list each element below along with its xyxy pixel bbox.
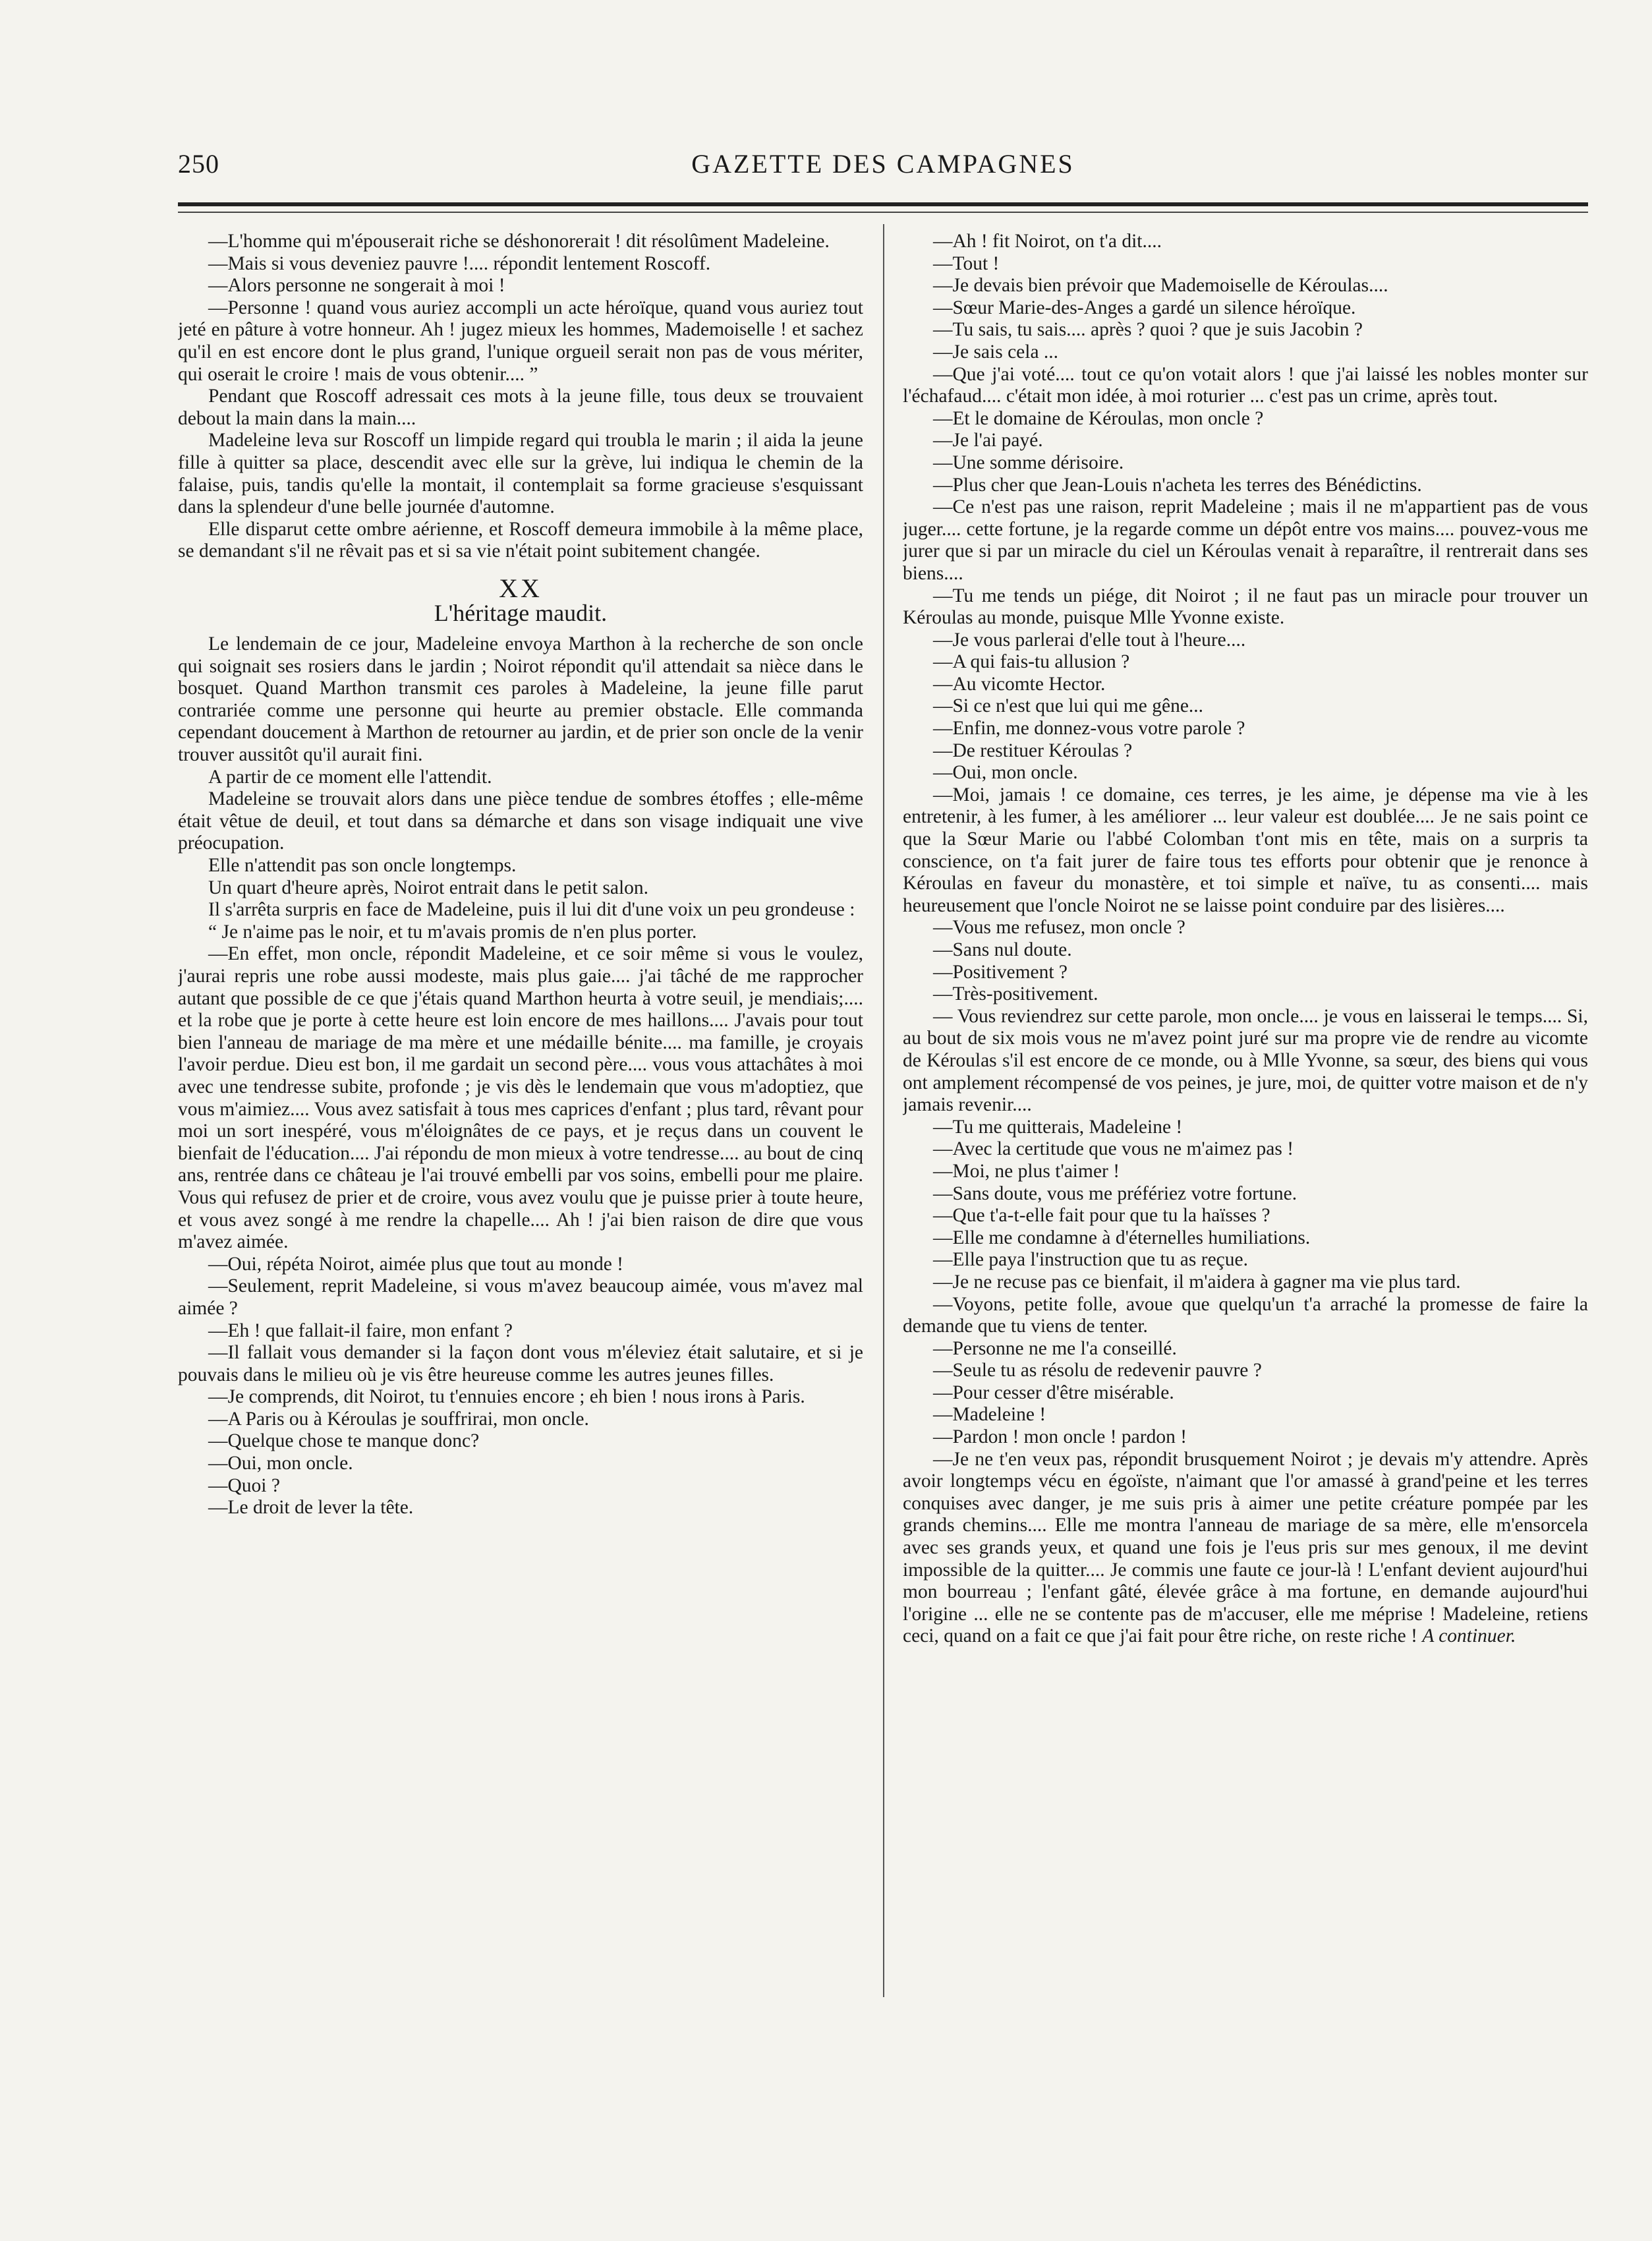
paragraph: Madeleine se trouvait alors dans une pièce tendue de sombres étoffes ; elle-même était vêtue de deuil, et tout dans sa démarche et dans son visage indiquait une vive préocupation. (178, 788, 863, 854)
paragraph: —Moi, jamais ! ce domaine, ces terres, je les aime, je dépense ma vie à les entretenir, à les fumer, à les améliorer ... leur valeur est doublée.... Je ne sais point ce que la Sœur Marie ou l'abbé Colomban t'ont mis en tête, mais on a surpris ta conscience, on t'a fait jurer de faire tous tes efforts pour obtenir que je renonce à Kéroulas en faveur du monastère, et toi simple et naïve, tu as consenti.... mais heureusement que l'oncle Noirot ne se laisse point conduire par des lisières.... (903, 784, 1588, 916)
paragraph: —Je comprends, dit Noirot, tu t'ennuies encore ; eh bien ! nous irons à Paris. (208, 1386, 805, 1408)
paragraph: —Oui, répéta Noirot, aimée plus que tout au monde ! (208, 1253, 623, 1275)
paragraph: —Madeleine ! (933, 1404, 1046, 1426)
left-column-text-before (178, 231, 863, 563)
paragraph: Pendant que Roscoff adressait ces mots à la jeune fille, tous deux se trouvaient debout la main dans la main.... (178, 386, 863, 429)
paragraph: —A Paris ou à Kéroulas je souffrirai, mon oncle. (208, 1408, 589, 1430)
paragraph: —Je sais cela ... (933, 341, 1059, 363)
paragraph: —Au vicomte Hector. (933, 673, 1106, 695)
paragraph: —Tout ! (933, 252, 1000, 274)
paragraph: —Et le domaine de Kéroulas, mon oncle ? (933, 407, 1264, 429)
paragraph: —Ce n'est pas une raison, reprit Madeleine ; mais il ne m'appartient pas de vous juger.... cette fortune, je la regarde comme un dépôt entre vos mains.... pouvez-vous me jurer que si par un miracle du ciel un Kéroulas venait à reparaître, il rentrerait dans ses biens.... (903, 496, 1588, 584)
right-column (903, 231, 1588, 2089)
paragraph: Madeleine leva sur Roscoff un limpide regard qui troubla le marin ; il aida la jeune fille à quitter sa place, descendit avec elle sur la grève, lui indiqua le chemin de la falaise, puis, tandis qu'elle la montait, il contemplait sa forme gracieuse s'esquissant dans la splendeur d'une belle journée d'automne. (178, 430, 863, 518)
paragraph: —Personne ! quand vous auriez accompli un acte héroïque, quand vous auriez tout jeté en pâture à votre honneur. Ah ! jugez mieux les hommes, Mademoiselle ! et sachez qu'il en est encore dont le plus grand, l'unique orgueil serait non pas de vous mériter, qui oserait le croire ! mais de vous obtenir.... ” (178, 297, 863, 385)
to-be-continued: A continuer. (1422, 1625, 1516, 1647)
paragraph: —A qui fais-tu allusion ? (933, 651, 1130, 673)
paragraph: —Tu sais, tu sais.... après ? quoi ? que je suis Jacobin ? (933, 319, 1363, 341)
paragraph: —Alors personne ne songerait à moi ! (208, 275, 505, 297)
journal-title: GAZETTE DES CAMPAGNES (691, 149, 1075, 179)
paragraph: Le lendemain de ce jour, Madeleine envoya Marthon à la recherche de son oncle qui soignait ses rosiers dans le jardin ; Noirot répondit qu'il attendait sa nièce dans le bosquet. Quand Marthon transmit ces paroles à Madeleine, la jeune fille parut contrariée comme une personne qui heurte au premier obstacle. Elle commanda cependant doucement à Marthon de retourner au jardin, et de prier son oncle de la venir trouver aussitôt qu'il aurait fini. (178, 633, 863, 766)
right-column-text (903, 231, 1588, 1648)
paragraph: —L'homme qui m'épouserait riche se déshonorerait ! dit résolûment Madeleine. (208, 231, 830, 252)
page-number: 250 (178, 149, 219, 179)
paragraph: —Enfin, me donnez-vous votre parole ? (933, 718, 1245, 740)
paragraph: —Mais si vous deveniez pauvre !.... répondit lentement Roscoff. (208, 252, 711, 274)
paragraph: —Sans doute, vous me préfériez votre fortune. (933, 1182, 1297, 1204)
paragraph: —Une somme dérisoire. (933, 451, 1124, 473)
chapter-title: L'héritage maudit. (434, 599, 608, 626)
paragraph: —Personne ne me l'a conseillé. (933, 1337, 1177, 1359)
paragraph: —Quoi ? (208, 1474, 280, 1496)
paragraph: —Je ne t'en veux pas, répondit brusquement Noirot ; je devais m'y attendre. Après avoir longtemps vécu en égoïste, n'aimant que l'or amassé à grand'peine et les terres conquises avec danger, je me suis pris à aimer une petite créature pompée par les grands chemins.... Elle me montra l'anneau de mariage de sa mère, elle m'ensorcela avec ses grands yeux, et quand une fois je l'eus pris sur mes genoux, il me devint impossible de la quitter.... Je commis une faute ce jour-là ! L'enfant devient aujourd'hui mon bourreau ; l'enfant gâté, élevée grâce à ma fortune, en demande aujourd'hui l'origine ... elle ne se contente pas de m'accuser, elle me méprise ! Madeleine, retiens ceci, quand on a fait ce que j'ai fait pour être riche, on reste riche ! A continuer. (903, 1448, 1588, 1647)
paragraph: —Le droit de lever la tête. (208, 1497, 414, 1519)
paragraph: —Eh ! que fallait-il faire, mon enfant ? (208, 1320, 513, 1341)
paragraph: Il s'arrêta surpris en face de Madeleine, puis il lui dit d'une voix un peu grondeuse : (208, 899, 855, 921)
chapter-number: XX (499, 573, 542, 603)
paragraph: A partir de ce moment elle l'attendit. (208, 766, 492, 788)
paragraph: —Vous me refusez, mon oncle ? (933, 917, 1185, 939)
left-column-text-after (178, 633, 863, 1519)
paragraph: —Sans nul doute. (933, 939, 1072, 960)
paragraph: —Oui, mon oncle. (208, 1453, 353, 1474)
column-divider (883, 224, 884, 1997)
paragraph: —Seule tu as résolu de redevenir pauvre ? (933, 1360, 1262, 1382)
paragraph: Elle disparut cette ombre aérienne, et Roscoff demeura immobile à la même place, se demandant s'il ne rêvait pas et si sa vie n'était point subitement changée. (178, 518, 863, 562)
paragraph: —Je l'ai payé. (933, 430, 1043, 451)
paragraph: —Il fallait vous demander si la façon dont vous m'éleviez était salutaire, et si je pouvais dans le milieu où je vis être heureuse comme les autres jeunes filles. (178, 1342, 863, 1385)
paragraph: —Je vous parlerai d'elle tout à l'heure.... (933, 629, 1246, 651)
paragraph: —Elle me condamne à d'éternelles humiliations. (933, 1227, 1311, 1248)
paragraph: Un quart d'heure après, Noirot entrait dans le petit salon. (208, 877, 649, 898)
paragraph: —En effet, mon oncle, répondit Madeleine, et ce soir même si vous le voulez, j'aurai repris une robe aussi modeste, mais plus gaie.... j'ai tâché de me rapprocher autant que possible de ce que j'étais quand Marthon heurta à votre seuil, je mendiais;.... et la robe que je porte à cette heure est loin encore de mes haillons.... J'avais pour tout bien l'anneau de mariage de ma mère et une médaille bénite.... ma famille, je croyais l'avoir perdue. Dieu est bon, il me gardait un second père.... vous vous attachâtes à moi avec une tendresse subite, profonde ; je vis dès le lendemain que vous m'adoptiez, que vous m'aimiez.... Vous avez satisfait à tous mes caprices d'enfant ; plus tard, rêvant pour moi un sort inespéré, vous m'éloignâtes de ce pays, et je reçus dans un couvent le bienfait de l'éducation.... J'ai répondu de mon mieux à votre tendresse.... au bout de cinq ans, rentrée dans ce château je l'ai trouvé embelli par vos soins, embelli pour me plaire. Vous qui refusez de prier et de croire, vous avez voulu que je puisse prier à toute heure, et vous avez songé à me rendre la chapelle.... Ah ! j'ai bien raison de dire que vous m'avez aimée. (178, 943, 863, 1253)
paragraph: —Elle paya l'instruction que tu as reçue. (933, 1249, 1248, 1271)
paragraph: —Voyons, petite folle, avoue que quelqu'un t'a arraché la promesse de faire la demande que tu viens de tenter. (903, 1293, 1588, 1337)
paragraph: —Je devais bien prévoir que Mademoiselle de Kéroulas.... (933, 275, 1388, 297)
paragraph: —Si ce n'est que lui qui me gêne... (933, 695, 1204, 717)
paragraph: —Pour cesser d'être misérable. (933, 1382, 1174, 1403)
paragraph: —Sœur Marie-des-Anges a gardé un silence héroïque. (933, 297, 1356, 318)
paragraph: “ Je n'aime pas le noir, et tu m'avais promis de n'en plus porter. (208, 921, 697, 943)
paragraph: —Pardon ! mon oncle ! pardon ! (933, 1426, 1187, 1448)
header-rule-thin (178, 212, 1588, 213)
page-header (178, 142, 1588, 181)
paragraph: —Que j'ai voté.... tout ce qu'on votait alors ! que j'ai laissé les nobles monter sur l'échafaud.... c'était mon idée, à moi roturier ... c'est pas un crime, après tout. (903, 363, 1588, 407)
paragraph: —Quelque chose te manque donc? (208, 1430, 480, 1452)
paragraph: —Que t'a-t-elle fait pour que tu la haïsses ? (933, 1205, 1270, 1227)
paragraph: —Ah ! fit Noirot, on t'a dit.... (933, 231, 1162, 252)
paragraph: —Seulement, reprit Madeleine, si vous m'avez beaucoup aimée, vous m'avez mal aimée ? (178, 1275, 863, 1319)
paragraph: —Je ne recuse pas ce bienfait, il m'aidera à gagner ma vie plus tard. (933, 1271, 1461, 1293)
paragraph: —Oui, mon oncle. (933, 762, 1078, 784)
paragraph: —Très-positivement. (933, 983, 1098, 1005)
paragraph: —Moi, ne plus t'aimer ! (933, 1160, 1120, 1182)
paragraph: — Vous reviendrez sur cette parole, mon oncle.... je vous en laisserai le temps.... Si, au bout de six mois vous ne m'avez point juré sur ma propre vie de rendre au vicomte de Kéroulas s'il est encore de ce monde, ou à Mlle Yvonne, sa sœur, des biens qui vous ont amplement récompensé de vos peines, je jure, moi, de quitter votre maison et de n'y jamais revenir.... (903, 1005, 1588, 1116)
paragraph: —Positivement ? (933, 961, 1068, 983)
paragraph: —Tu me tends un piége, dit Noirot ; il ne faut pas un miracle pour trouver un Kéroulas au monde, puisque Mlle Yvonne existe. (903, 585, 1588, 629)
header-rule-thick (178, 202, 1588, 206)
newspaper-page (178, 142, 1588, 2106)
paragraph: Elle n'attendit pas son oncle longtemps. (208, 855, 517, 877)
paragraph: —Plus cher que Jean-Louis n'acheta les terres des Bénédictins. (933, 474, 1422, 496)
paragraph: —Tu me quitterais, Madeleine ! (933, 1116, 1183, 1138)
left-column (178, 231, 863, 2089)
paragraph: —Avec la certitude que vous ne m'aimez pas ! (933, 1138, 1294, 1160)
paragraph: —De restituer Kéroulas ? (933, 740, 1133, 761)
